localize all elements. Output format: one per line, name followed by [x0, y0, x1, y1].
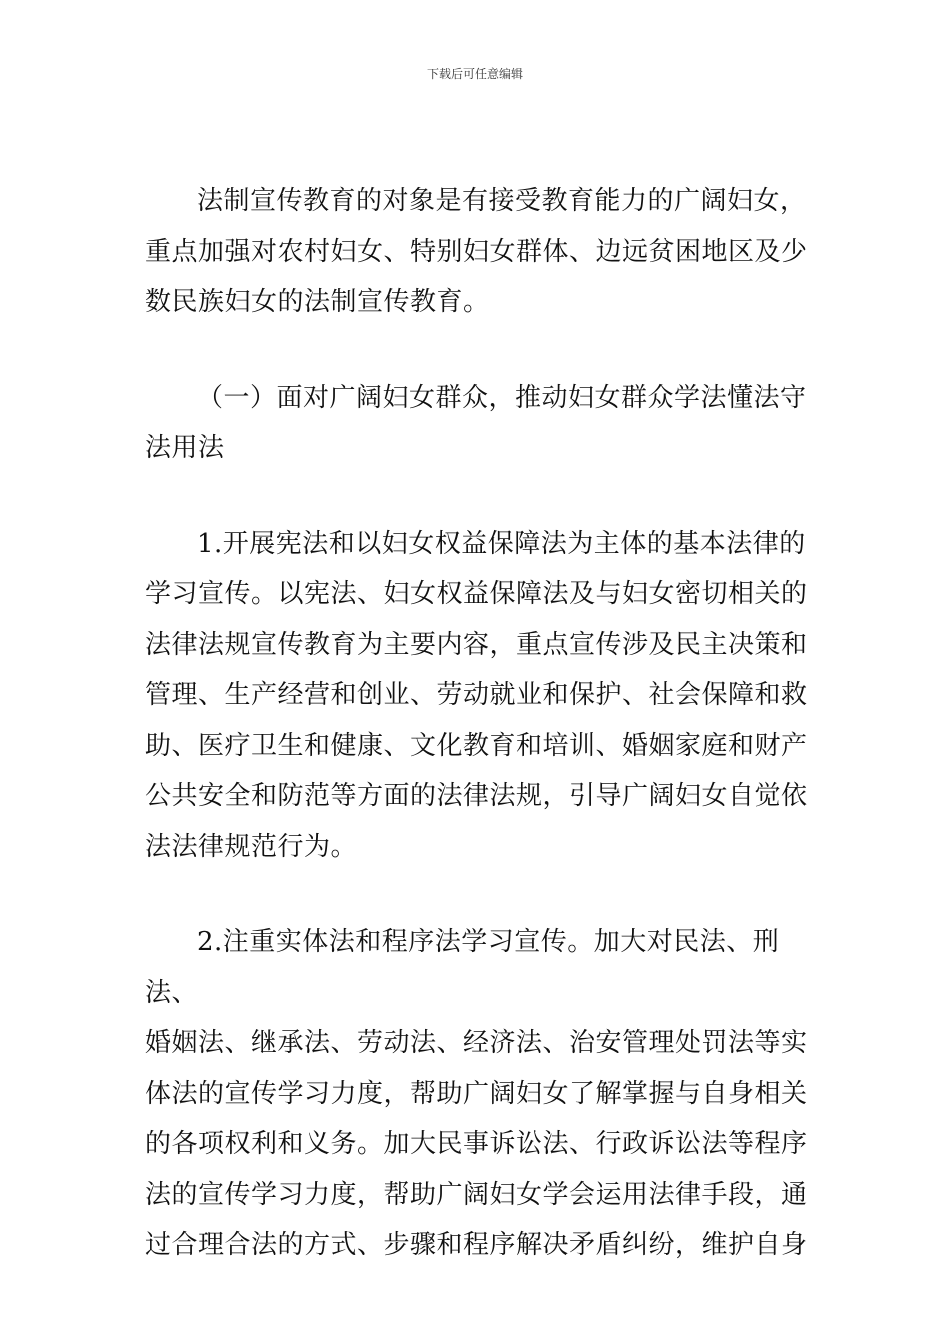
page-header-note: 下载后可任意编辑	[426, 67, 523, 81]
document-body	[145, 176, 810, 1271]
paragraph-item-2: 2.注重实体法和程序法学习宣传。加大对民法、刑法、 婚姻法、继承法、劳动法、经济法、治安管理处罚法等实 体法的宣传学习力度，帮助广阔妇女了解掌握与自身相关 的各项权利和义务。加大民事诉讼法、行政诉讼法等程序 法的宣传学习力度，帮助广阔妇女学会运用法律手段，通 过合理合法的方式、步骤和程序解决矛盾纠纷，维护自身	[145, 927, 808, 1260]
paragraph-item-1: 1.开展宪法和以妇女权益保障法为主体的基本法律的 学习宣传。以宪法、妇女权益保障法及与妇女密切相关的 法律法规宣传教育为主要内容，重点宣传涉及民主决策和 管理、生产经营和创业、劳动就业和保护、社会保障和救 助、医疗卫生和健康、文化教育和培训、婚姻家庭和财产 公共安全和防范等方面的法律法规，引导广阔妇女自觉依 法法律规范行为。	[145, 528, 808, 862]
paragraph-section-heading-1: （一）面对广阔妇女群众，推动妇女群众学法懂法守 法用法	[145, 382, 807, 463]
paragraph-target-audience: 法制宣传教育的对象是有接受教育能力的广阔妇女， 重点加强对农村妇女、特别妇女群体、边远贫困地区及少 数民族妇女的法制宣传教育。	[145, 186, 808, 317]
